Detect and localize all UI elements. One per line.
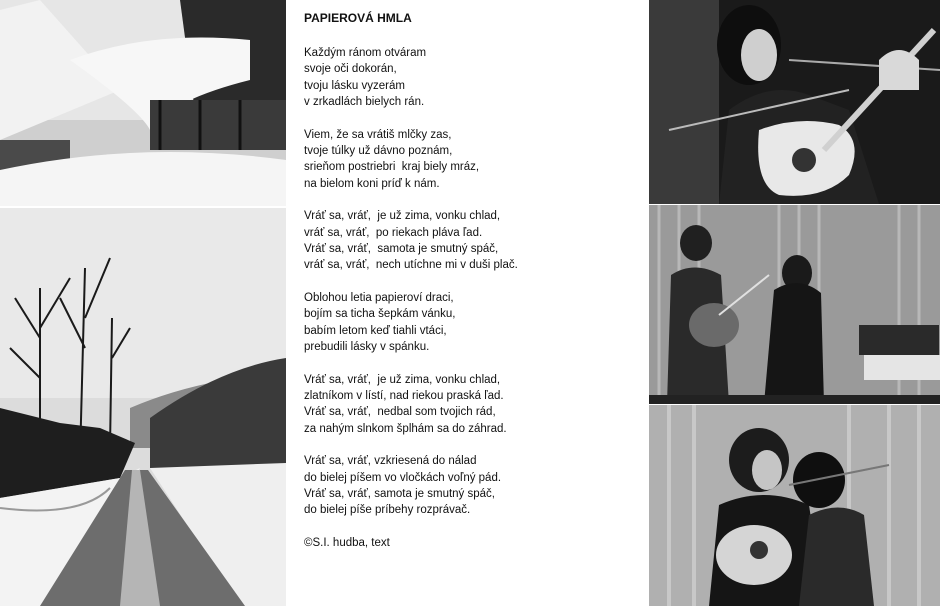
- poem-line: tvoje túlky už dávno poznám,: [304, 145, 453, 158]
- stanza-4: [304, 290, 634, 356]
- poem-line: Vráť sa, vráť, samota je smutný spáč,: [304, 487, 495, 500]
- poem-line: tvoju lásku vyzerám: [304, 79, 405, 92]
- poem-line: prebudili lásky v spánku.: [304, 341, 430, 354]
- stanza-5: [304, 372, 634, 438]
- poem-line: Vráť sa, vráť, je už zima, vonku chlad,: [304, 210, 501, 223]
- stanza-6: [304, 453, 634, 519]
- poem-text-column: [304, 11, 634, 551]
- poem-line: Každým ránom otváram: [304, 47, 427, 59]
- poem-line: zlatníkom v lístí, nad riekou praská ľad.: [304, 389, 504, 402]
- poem-line: Viem, že sa vrátiš mlčky zas,: [304, 128, 452, 141]
- poem-line: Vráť sa, vráť, vzkriesená do nálad: [304, 455, 477, 468]
- photo-guitarist-singing: [649, 0, 940, 204]
- poem-line: babím letom keď tiahli vtáci,: [304, 324, 447, 337]
- poem-line: za nahým slnkom šplhám sa do záhrad.: [304, 422, 507, 435]
- poem-line: na bielom koni príď k nám.: [304, 177, 440, 190]
- poem-line: do bielej píše príbehy rozprávač.: [304, 504, 471, 517]
- poem-line: Vráť sa, vráť, je už zima, vonku chlad,: [304, 373, 501, 386]
- poem-title: PAPIEROVÁ HMLA: [304, 11, 412, 25]
- stanza-2: [304, 127, 634, 193]
- photo-snow-covered-roof: [0, 0, 286, 206]
- stanza-1: [304, 45, 634, 111]
- poem-line: vráť sa, vráť, po riekach pláva ľad.: [304, 226, 483, 239]
- poem-line: Vráť sa, vráť, nedbal som tvojich rád,: [304, 406, 496, 419]
- poem-line: svoje oči dokorán,: [304, 63, 397, 76]
- poem-line: Vráť sa, vráť, samota je smutný spáč,: [304, 243, 499, 256]
- photo-duo-on-stage: [649, 205, 940, 404]
- photo-concert-performers: [649, 405, 940, 606]
- poem-line: bojím sa ticha šepkám vánku,: [304, 308, 456, 321]
- poem-line: srieňom postriebri kraj biely mráz,: [304, 161, 480, 174]
- poem-line: do bielej píšem vo vločkách voľný pád.: [304, 471, 502, 484]
- photo-winter-road: [0, 208, 286, 606]
- poem-line: Oblohou letia papieroví draci,: [304, 291, 454, 304]
- poem-credit: ©S.I. hudba, text: [304, 536, 390, 549]
- poem-line: v zrkadlách bielych rán.: [304, 96, 425, 109]
- stanza-3: [304, 208, 634, 274]
- poem-line: vráť sa, vráť, nech utíchne mi v duši plač.: [304, 259, 518, 272]
